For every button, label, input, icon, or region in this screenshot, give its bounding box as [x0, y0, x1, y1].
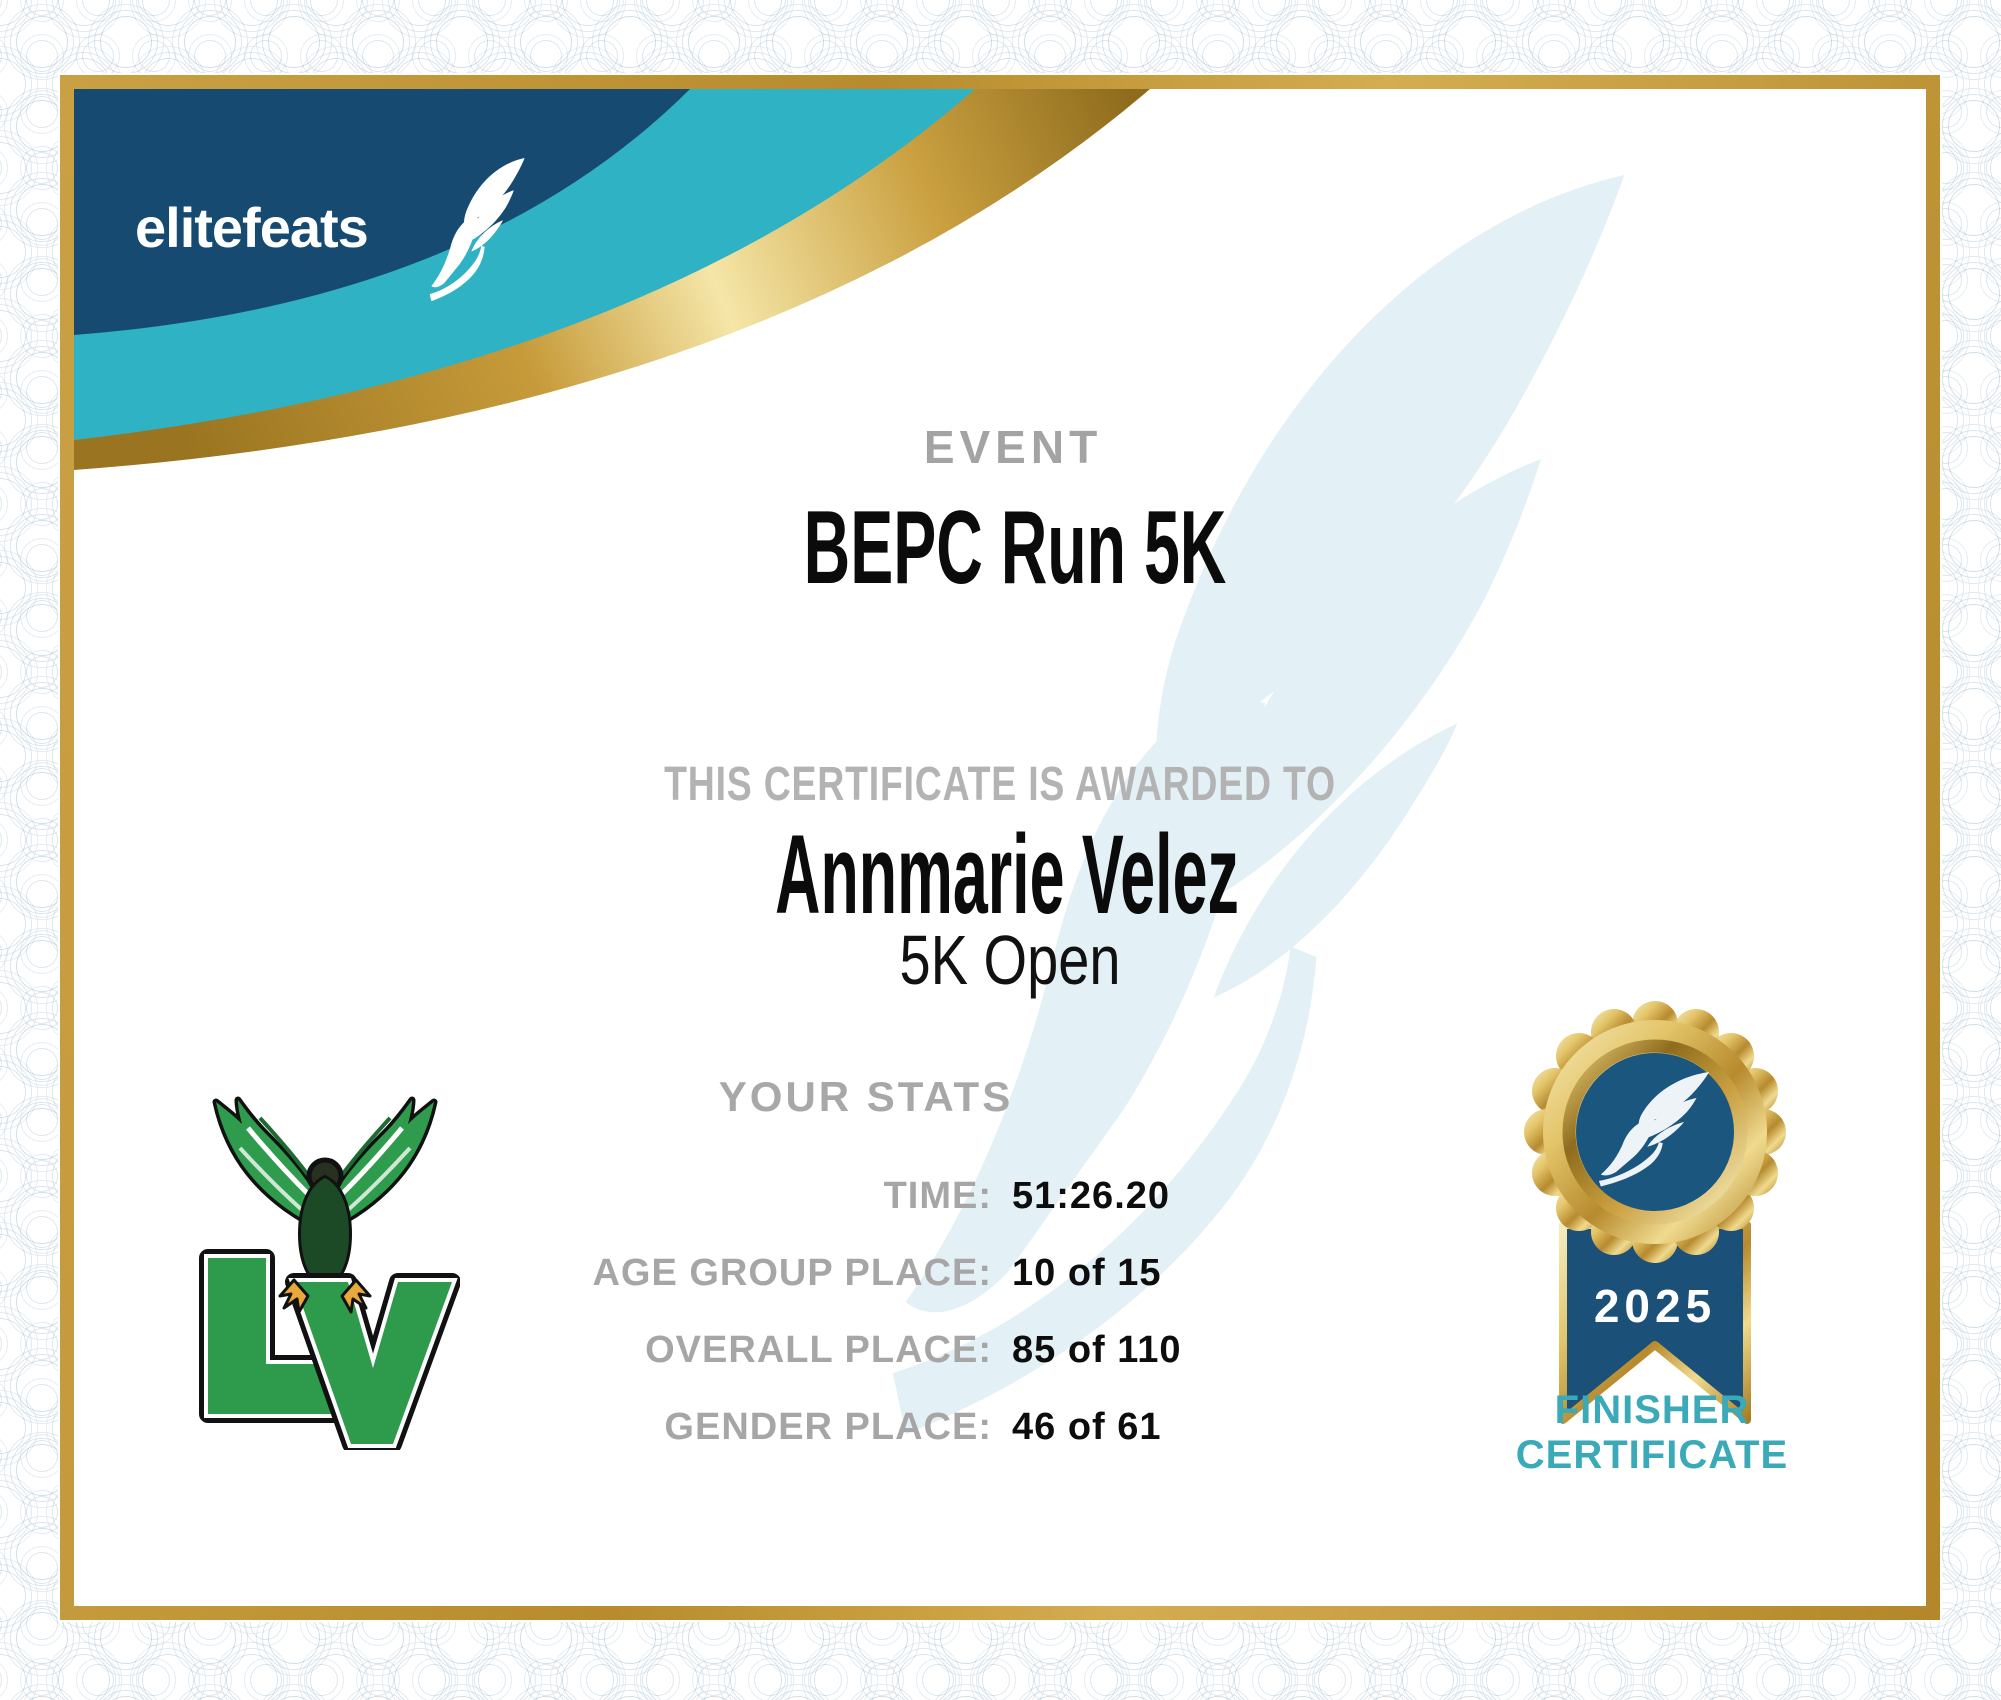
stats-heading: YOUR STATS [718, 1073, 1014, 1120]
stat-value: 46 of 61 [1012, 1405, 1162, 1448]
stat-row-age-group-place [400, 1247, 1500, 1299]
medal-year: 2025 [1593, 1280, 1717, 1332]
stat-label: AGE GROUP PLACE: [592, 1251, 992, 1294]
stat-label: TIME: [883, 1174, 992, 1217]
stat-label: OVERALL PLACE: [645, 1328, 992, 1371]
lv-eagle-logo [190, 1080, 460, 1450]
division-name: 5K Open [899, 921, 1121, 999]
recipient-name: Annmarie Velez [775, 812, 1239, 937]
stat-label: GENDER PLACE: [664, 1405, 992, 1448]
award-intro: THIS CERTIFICATE IS AWARDED TO [664, 758, 1336, 811]
stats-list [400, 1170, 1500, 1478]
finisher-caption-line2: CERTIFICATE [1515, 1433, 1789, 1477]
stat-value: 10 of 15 [1012, 1251, 1162, 1294]
stat-value: 85 of 110 [1012, 1328, 1182, 1371]
elitefeats-logo-text: elitefeats [135, 196, 368, 259]
finisher-caption-line1: FINISHER [1554, 1388, 1750, 1432]
elitefeats-wingfoot-icon [428, 158, 528, 308]
stat-value: 51:26.20 [1012, 1174, 1171, 1217]
stat-row-time [400, 1170, 1500, 1222]
event-name: BEPC Run 5K [803, 490, 1227, 606]
stat-row-overall-place [400, 1324, 1500, 1376]
finisher-caption [1516, 1388, 1788, 1478]
stat-row-gender-place [400, 1401, 1500, 1453]
event-label: EVENT [923, 421, 1103, 473]
